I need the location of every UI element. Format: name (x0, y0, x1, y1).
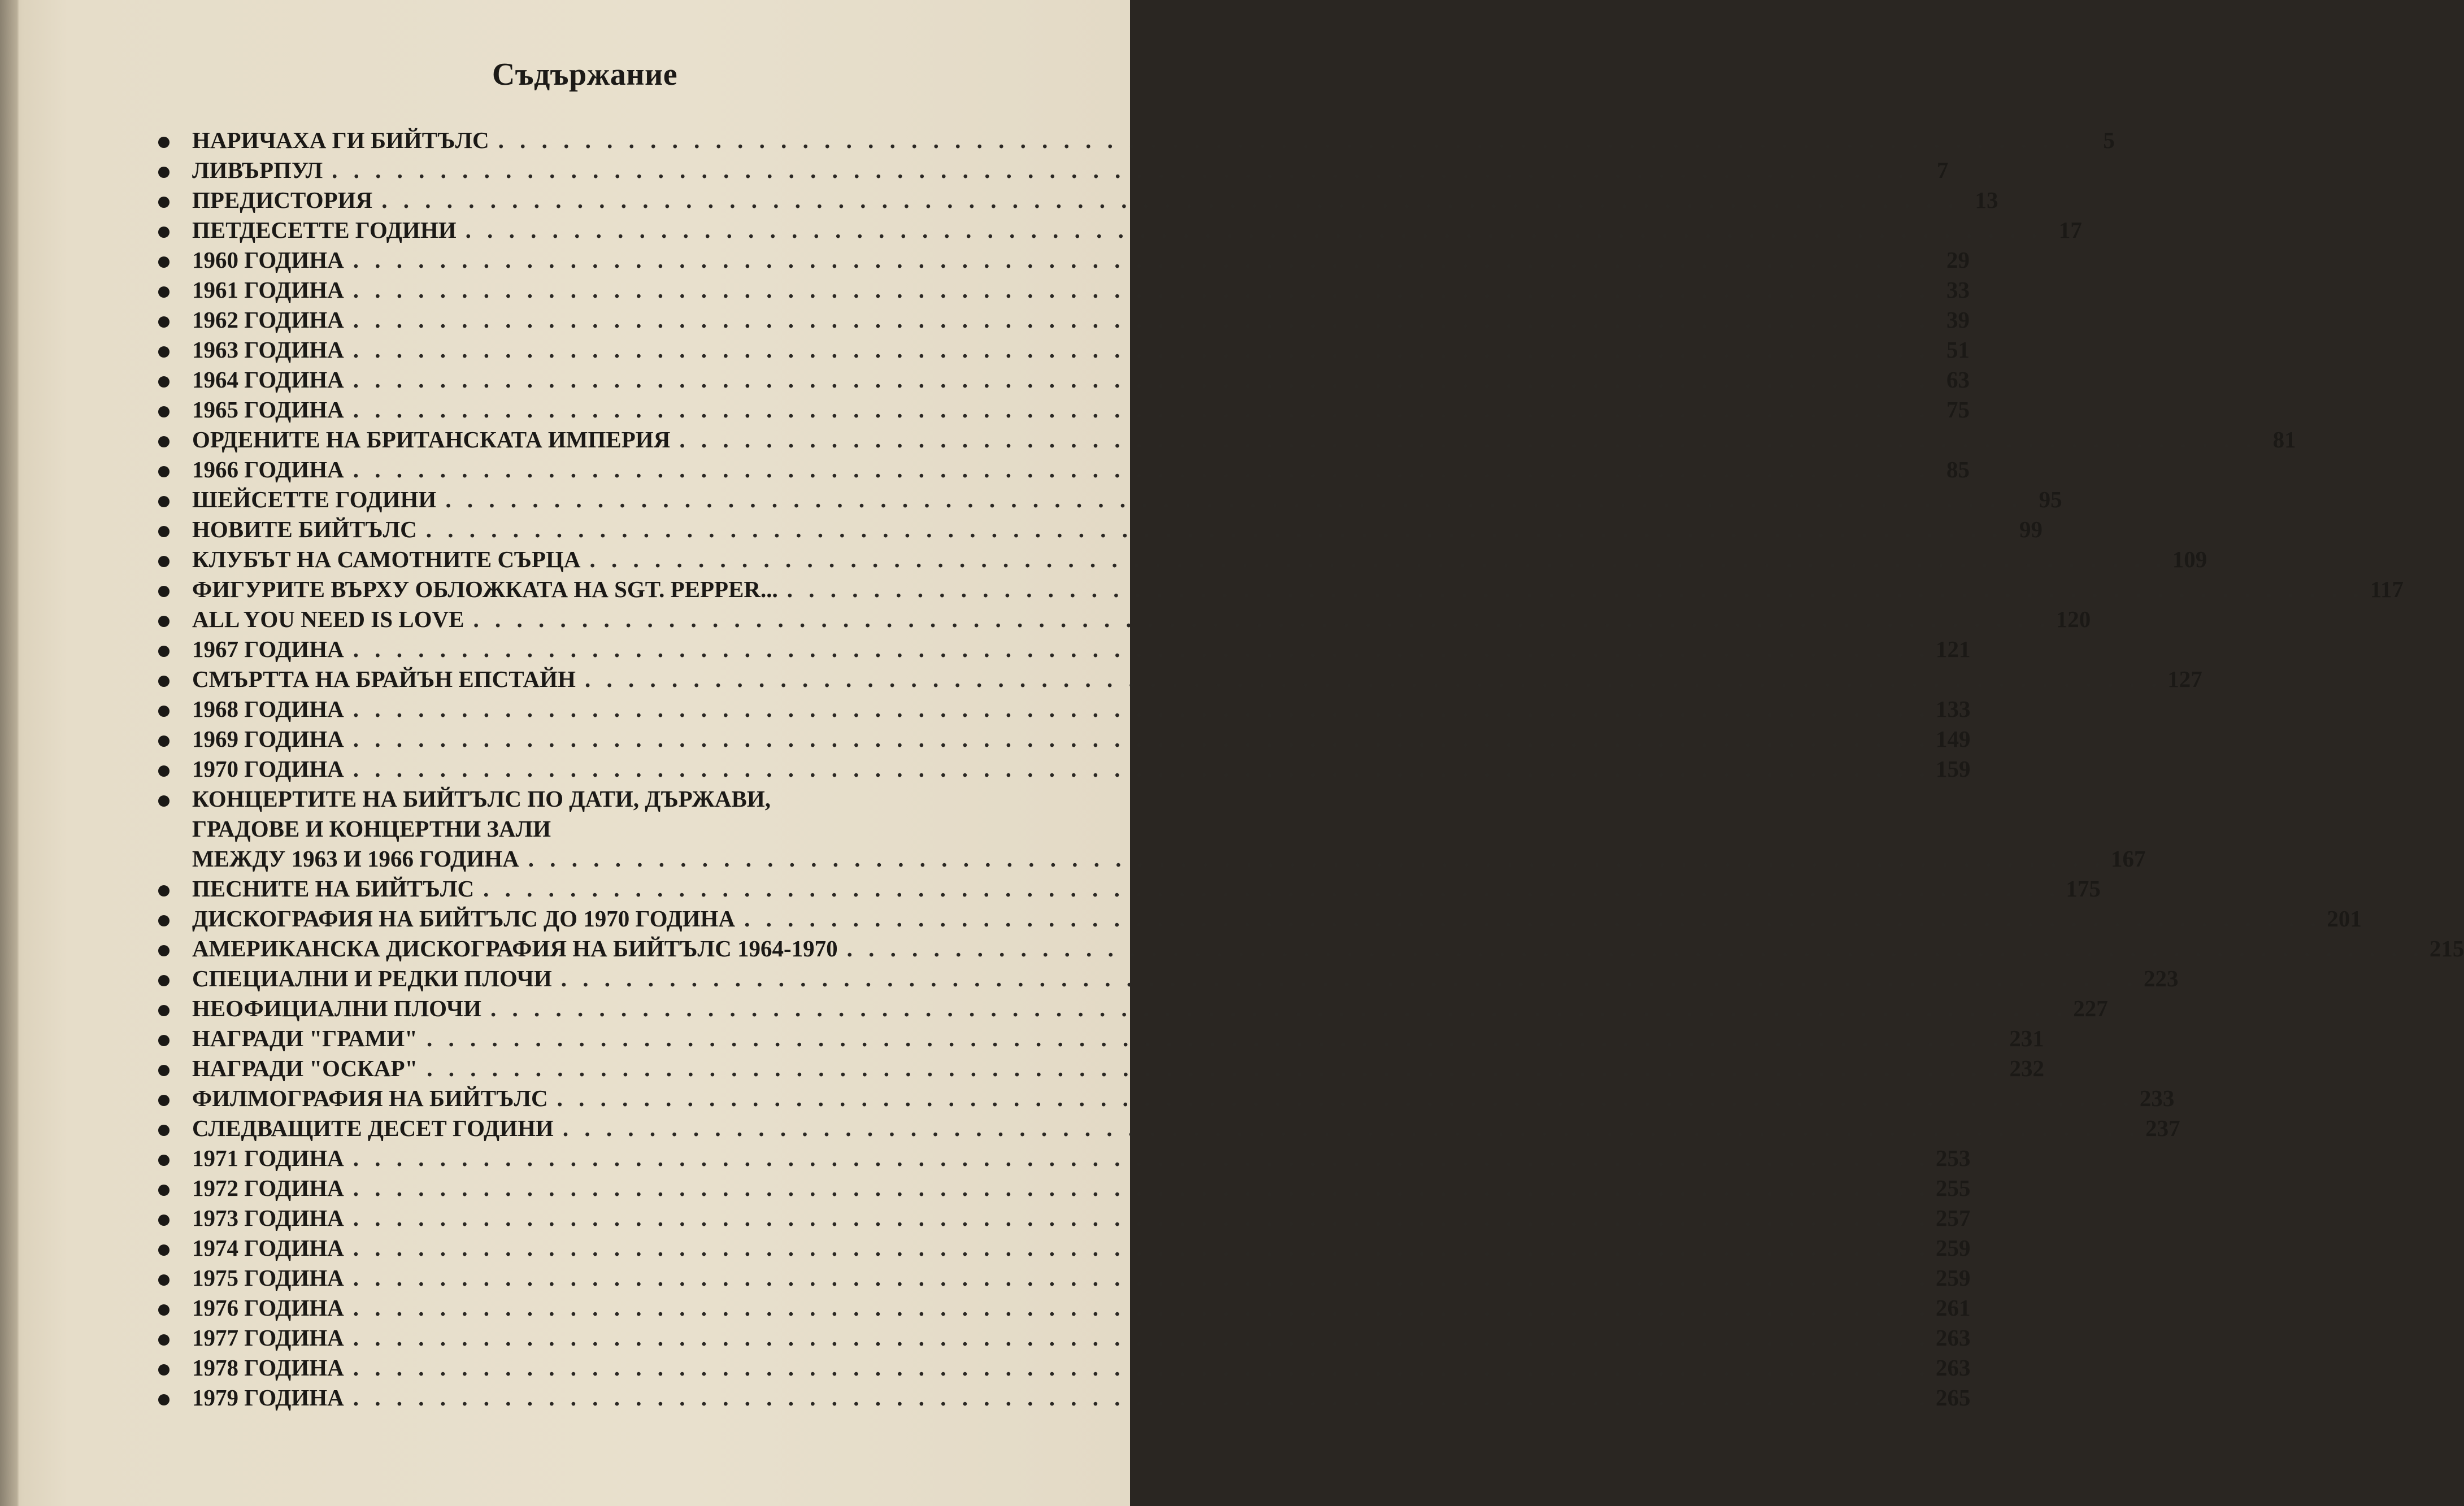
bullet-icon (158, 1125, 170, 1136)
dot-leader: . . . . . . . . . . . . . . . . . . . . . . . . . . . . . . . . . . . . . . . . . . . . . . . . . . . . . . . . . . . . . . . . . . . . . . . . . (473, 606, 2050, 632)
dot-leader: . . . . . . . . . . . . . . . . . . . . . . . . . . . . . . . . . . . . . . . . . . . . . . . . . . . . . . . . . . . . . . . . . . . . . . . . . (465, 217, 2043, 243)
dot-leader: . . . . . . . . . . . . . . . . . . . . . . . . . . . . . . . . . . . . . . . . . . . . . . . . . . . . . . . . . . . . . . . . . . . . . . . . . (353, 1325, 1931, 1351)
page-number: 99 (2019, 516, 2043, 542)
dot-leader: . . . . . . . . . . . . . . . . . . . . . . . . . . . . . . . . . . . . . . . . . . . . . . . . . . . . . . . . . . . . . . . . . . . . . . . . . (353, 756, 1931, 782)
entry-title: 1973 ГОДИНА (192, 1205, 344, 1231)
page-number: 227 (2073, 995, 2108, 1021)
toc-entry (136, 1263, 1971, 1293)
entry-title: СПЕЦИАЛНИ И РЕДКИ ПЛОЧИ (192, 965, 552, 991)
toc-entry (136, 964, 2179, 994)
toc-entry (136, 604, 2091, 634)
page-number: 7 (1936, 157, 1949, 183)
bullet-icon (158, 885, 170, 896)
bullet-icon (158, 406, 170, 417)
bullet-icon (158, 1334, 170, 1346)
bullet-icon (158, 1035, 170, 1046)
entry-title: 1966 ГОДИНА (192, 456, 344, 482)
toc-entry (136, 574, 2404, 604)
entry-title: 1972 ГОДИНА (192, 1175, 344, 1201)
bullet-icon (158, 1095, 170, 1106)
dot-leader: . . . . . . . . . . . . . . . . . . . . . . . . . . . . . . . . . . . . . . . . . . . . . . . . . . . . . . . . . . . . . . . . . . . . . . . . . (557, 1085, 2134, 1111)
toc-entry (136, 305, 1970, 335)
entry-title: 1969 ГОДИНА (192, 726, 344, 752)
entry-title: ДИСКОГРАФИЯ НА БИЙТЪЛС ДО 1970 ГОДИНА (192, 906, 736, 932)
entry-text (192, 964, 2179, 994)
dot-leader: . . . . . . . . . . . . . . . . . . . . . . . . . . . . . . . . . . . . . . . . . . . . . . . . . . . . . . . . . . . . . . . . . . . . . . . . . (426, 1025, 2004, 1051)
bullet-icon (158, 526, 170, 537)
bullet-icon (158, 1274, 170, 1286)
entry-title: ЛИВЪРПУЛ (192, 157, 323, 183)
page-number: 233 (2139, 1085, 2175, 1111)
bullet-icon (158, 1244, 170, 1256)
entry-title: ПЕСНИТЕ НА БИЙТЪЛС (192, 876, 475, 902)
bullet-icon (158, 1364, 170, 1376)
bullet-icon (158, 735, 170, 747)
page-number: 85 (1946, 456, 1970, 482)
entry-title: ПРЕДИСТОРИЯ (192, 187, 373, 213)
entry-text (192, 664, 2202, 694)
dot-leader: . . . . . . . . . . . . . . . . . . . . . . . . . . . . . . . . . . . . . . . . . . . . . . . . . . . . . . . . . . . . . . . . . . . . . . . . . (353, 1205, 1931, 1231)
dot-leader: . . . . . . . . . . . . . . . . . . . . . . . . . . . . . . . . . . . . . . . . . . . . . . . . . . . . . . . . . . . . . . . . . . . . . . . . . (744, 906, 2322, 932)
entry-text (192, 425, 2296, 455)
bullet-icon (158, 945, 170, 956)
entry-text (192, 1383, 1971, 1413)
page-number: 263 (1936, 1325, 1971, 1351)
entry-title: 1961 ГОДИНА (192, 277, 344, 303)
dot-leader: . . . . . . . . . . . . . . . . . . . . . . . . . . . . . . . . . . . . . . . . . . . . . . . . . . . . . . . . . . . . . . . . . . . . . . . . . (353, 636, 1931, 662)
toc-entry (136, 485, 2062, 515)
entry-title: НАРИЧАХА ГИ БИЙТЪЛС (192, 127, 489, 153)
page-number: 120 (2055, 606, 2091, 632)
entry-text (192, 1143, 1971, 1173)
page-number: 259 (1936, 1235, 1971, 1261)
entry-text (192, 874, 2101, 904)
bullet-icon (158, 1065, 170, 1076)
bullet-icon (158, 376, 170, 388)
entry-title: 1960 ГОДИНА (192, 247, 344, 273)
bullet-icon (158, 137, 170, 148)
bullet-icon (158, 556, 170, 567)
page-number: 81 (2272, 426, 2296, 452)
page-number: 255 (1936, 1175, 1971, 1201)
toc-entry (136, 365, 1970, 395)
page-number: 263 (1936, 1355, 1971, 1381)
dot-leader: . . . . . . . . . . . . . . . . . . . . . . . . . . . . . . . . . . . . . . . . . . . . . . . . . . . . . . . . . . . . . . . . . . . . . . . . . (584, 666, 2162, 692)
bullet-icon (158, 256, 170, 268)
dot-leader: . . . . . . . . . . . . . . . . . . . . . . . . . . . . . . . . . . . . . . . . . . . . . . . . . . . . . . . . . . . . . . . . . . . . . . . . . (353, 1235, 1931, 1261)
toc-entry (136, 724, 1971, 754)
dot-leader: . . . . . . . . . . . . . . . . . . . . . . . . . . . . . . . . . . . . . . . . . . . . . . . . . . . . . . . . . . . . . . . . . . . . . . . . . (846, 935, 2424, 961)
page-title: Съдържание (492, 57, 678, 92)
toc-entry (136, 784, 2146, 874)
entry-text (192, 1083, 2175, 1113)
entry-text (192, 305, 1970, 335)
toc-entry (136, 125, 2115, 155)
toc-entry (136, 904, 2362, 934)
dot-leader: . . . . . . . . . . . . . . . . . . . . . . . . . . . . . . . . . . . . . . . . . . . . . . . . . . . . . . . . . . . . . . . . . . . . . . . . . (353, 307, 1931, 333)
entry-text (192, 1233, 1971, 1263)
bullet-icon (158, 346, 170, 358)
page-number: 149 (1936, 726, 1971, 752)
entry-text (192, 515, 2043, 545)
toc-entry (136, 1203, 1971, 1233)
dot-leader: . . . . . . . . . . . . . . . . . . . . . . . . . . . . . . . . . . . . . . . . . . . . . . . . . . . . . . . . . . . . . . . . . . . . . . . . . (332, 157, 1909, 183)
toc-entry (136, 1293, 1971, 1323)
page-number: 51 (1946, 337, 1970, 363)
toc-entry (136, 694, 1971, 724)
bullet-icon (158, 1185, 170, 1196)
entry-text (192, 125, 2115, 155)
toc-entry (136, 1383, 1971, 1413)
bullet-icon (158, 586, 170, 597)
entry-title: 1965 ГОДИНА (192, 397, 344, 423)
page-number: 259 (1936, 1265, 1971, 1291)
entry-title: 1962 ГОДИНА (192, 307, 344, 333)
entry-title: ФИЛМОГРАФИЯ НА БИЙТЪЛС (192, 1085, 548, 1111)
dot-leader: . . . . . . . . . . . . . . . . . . . . . . . . . . . . . . . . . . . . . . . . . . . . . . . . . . . . . . . . . . . . . . . . . . . . . . . . . (353, 696, 1931, 722)
toc-entry (136, 994, 2108, 1024)
toc-entry (136, 1353, 1971, 1383)
dot-leader: . . . . . . . . . . . . . . . . . . . . . . . . . . . . . . . . . . . . . . . . . . . . . . . . . . . . . . . . . . . . . . . . . . . . . . . . . (562, 1115, 2140, 1141)
entry-text (192, 784, 2146, 874)
entry-text (192, 365, 1970, 395)
dot-leader: . . . . . . . . . . . . . . . . . . . . . . . . . . . . . . . . . . . . . . . . . . . . . . . . . . . . . . . . . . . . . . . . . . . . . . . . . (425, 516, 2003, 542)
dot-leader: . . . . . . . . . . . . . . . . . . . . . . . . . . . . . . . . . . . . . . . . . . . . . . . . . . . . . . . . . . . . . . . . . . . . . . . . . (353, 1385, 1931, 1411)
bullet-icon (158, 1155, 170, 1166)
dot-leader: . . . . . . . . . . . . . . . . . . . . . . . . . . . . . . . . . . . . . . . . . . . . . . . . . . . . . . . . . . . . . . . . . . . . . . . . . (353, 277, 1931, 303)
dot-leader: . . . . . . . . . . . . . . . . . . . . . . . . . . . . . . . . . . . . . . . . . . . . . . . . . . . . . . . . . . . . . . . . . . . . . . . . . (427, 1055, 2004, 1081)
dot-leader: . . . . . . . . . . . . . . . . . . . . . . . . . . . . . . . . . . . . . . . . . . . . . . . . . . . . . . . . . . . . . . . . . . . . . . . . . (381, 187, 1959, 213)
page-number: 215 (2429, 935, 2464, 961)
dot-leader: . . . . . . . . . . . . . . . . . . . . . . . . . . . . . . . . . . . . . . . . . . . . . . . . . . . . . . . . . . . . . . . . . . . . . . . . . (353, 1265, 1931, 1291)
entry-title: АМЕРИКАНСКА ДИСКОГРАФИЯ НА БИЙТЪЛС 1964-1970 (192, 935, 838, 961)
bullet-icon (158, 227, 170, 238)
entry-title: 1970 ГОДИНА (192, 756, 344, 782)
entry-title: 1976 ГОДИНА (192, 1295, 344, 1321)
entry-title: МЕЖДУ 1963 И 1966 ГОДИНА (192, 846, 519, 872)
page-number: 265 (1936, 1385, 1971, 1411)
entry-title: НАГРАДИ "ОСКАР" (192, 1055, 418, 1081)
dot-leader: . . . . . . . . . . . . . . . . . . . . . . . . . . . . . . . . . . . . . . . . . . . . . . . . . . . . . . . . . . . . . . . . . . . . . . . . . (353, 1295, 1931, 1321)
entry-title: 1963 ГОДИНА (192, 337, 344, 363)
bullet-icon (158, 496, 170, 507)
entry-text (192, 724, 1971, 754)
page-number: 39 (1946, 307, 1970, 333)
entry-text (192, 1054, 2044, 1083)
entry-title: ШЕЙСЕТТЕ ГОДИНИ (192, 486, 437, 512)
bullet-icon (158, 167, 170, 178)
dot-leader: . . . . . . . . . . . . . . . . . . . . . . . . . . . . . . . . . . . . . . . . . . . . . . . . . . . . . . . . . . . . . . . . . . . . . . . . . (353, 726, 1931, 752)
table-of-contents (136, 125, 2464, 1413)
toc-entry (136, 155, 1949, 185)
page-binding-edge (0, 0, 19, 1506)
entry-text (192, 934, 2464, 964)
page-number: 257 (1936, 1205, 1971, 1231)
entry-text (192, 754, 1971, 784)
bullet-icon (158, 466, 170, 477)
toc-entry (136, 1054, 2044, 1083)
entry-text (192, 485, 2062, 515)
entry-title-line: КОНЦЕРТИТЕ НА БИЙТЪЛС ПО ДАТИ, ДЪРЖАВИ, (192, 786, 771, 812)
page-number: 232 (2009, 1055, 2044, 1081)
entry-text (192, 215, 2082, 245)
entry-title: НОВИТЕ БИЙТЪЛС (192, 516, 417, 542)
bullet-icon (158, 975, 170, 986)
dot-leader: . . . . . . . . . . . . . . . . . . . . . . . . . . . . . . . . . . . . . . . . . . . . . . . . . . . . . . . . . . . . . . . . . . . . . . . . . (498, 127, 2075, 153)
page-number: 95 (2039, 486, 2062, 512)
dot-leader: . . . . . . . . . . . . . . . . . . . . . . . . . . . . . . . . . . . . . . . . . . . . . . . . . . . . . . . . . . . . . . . . . . . . . . . . . (528, 846, 2106, 872)
entry-text (192, 1113, 2180, 1143)
toc-entry (136, 1233, 1971, 1263)
entry-title-line: ГРАДОВЕ И КОНЦЕРТНИ ЗАЛИ (192, 816, 551, 842)
toc-entry (136, 185, 1998, 215)
toc-entry (136, 634, 1971, 664)
dot-leader: . . . . . . . . . . . . . . . . . . . . . . . . . . . . . . . . . . . . . . . . . . . . . . . . . . . . . . . . . . . . . . . . . . . . . . . . . (353, 247, 1931, 273)
bullet-icon (158, 436, 170, 447)
entry-text (192, 1323, 1971, 1353)
page-number: 13 (1975, 187, 1998, 213)
page-number: 159 (1936, 756, 1971, 782)
entry-title: 1967 ГОДИНА (192, 636, 344, 662)
bullet-icon (158, 646, 170, 657)
page-number: 167 (2111, 846, 2146, 872)
entry-text (192, 1024, 2044, 1054)
page-number: 29 (1946, 247, 1970, 273)
page-number: 175 (2066, 876, 2101, 902)
entry-text (192, 395, 1970, 425)
page-number: 117 (2370, 576, 2404, 602)
dot-leader: . . . . . . . . . . . . . . . . . . . . . . . . . . . . . . . . . . . . . . . . . . . . . . . . . . . . . . . . . . . . . . . . . . . . . . . . . (353, 397, 1931, 423)
entry-title: 1974 ГОДИНА (192, 1235, 344, 1261)
page-number: 237 (2145, 1115, 2180, 1141)
dot-leader: . . . . . . . . . . . . . . . . . . . . . . . . . . . . . . . . . . . . . . . . . . . . . . . . . . . . . . . . . . . . . . . . . . . . . . . . . (353, 337, 1931, 363)
page-number: 201 (2327, 906, 2362, 932)
page-number: 121 (1936, 636, 1971, 662)
dot-leader: . . . . . . . . . . . . . . . . . . . . . . . . . . . . . . . . . . . . . . . . . . . . . . . . . . . . . . . . . . . . . . . . . . . . . . . . . (560, 965, 2138, 991)
entry-text (192, 185, 1998, 215)
dot-leader: . . . . . . . . . . . . . . . . . . . . . . . . . . . . . . . . . . . . . . . . . . . . . . . . . . . . . . . . . . . . . . . . . . . . . . . . . (483, 876, 2061, 902)
entry-title: 1971 ГОДИНА (192, 1145, 344, 1171)
entry-text (192, 574, 2404, 604)
toc-entry (136, 245, 1970, 275)
toc-entry (136, 754, 1971, 784)
entry-title: ФИГУРИТЕ ВЪРХУ ОБЛОЖКАТА НА SGT. PEPPER... (192, 576, 778, 602)
toc-entry (136, 874, 2101, 904)
entry-title: 1979 ГОДИНА (192, 1385, 344, 1411)
toc-entry (136, 395, 1970, 425)
dot-leader: . . . . . . . . . . . . . . . . . . . . . . . . . . . . . . . . . . . . . . . . . . . . . . . . . . . . . . . . . . . . . . . . . . . . . . . . . (445, 486, 2023, 512)
toc-entry (136, 1173, 1971, 1203)
entry-title: 1968 ГОДИНА (192, 696, 344, 722)
toc-entry (136, 275, 1970, 305)
entry-title: 1964 ГОДИНА (192, 367, 344, 393)
toc-entry (136, 1083, 2175, 1113)
entry-text (192, 994, 2108, 1024)
toc-entry (136, 515, 2043, 545)
entry-text (192, 694, 1971, 724)
toc-entry (136, 1143, 1971, 1173)
dot-leader: . . . . . . . . . . . . . . . . . . . . . . . . . . . . . . . . . . . . . . . . . . . . . . . . . . . . . . . . . . . . . . . . . . . . . . . . . (353, 1145, 1931, 1171)
entry-title: ОРДЕНИТЕ НА БРИТАНСКАТА ИМПЕРИЯ (192, 426, 671, 452)
entry-text (192, 604, 2091, 634)
page-number: 63 (1946, 367, 1970, 393)
entry-text (192, 245, 1970, 275)
entry-text (192, 455, 1970, 485)
page-number: 75 (1946, 397, 1970, 423)
entry-title: НЕОФИЦИАЛНИ ПЛОЧИ (192, 995, 481, 1021)
page-number: 253 (1936, 1145, 1971, 1171)
bullet-icon (158, 706, 170, 717)
bullet-icon (158, 915, 170, 926)
bullet-icon (158, 1304, 170, 1316)
dot-leader: . . . . . . . . . . . . . . . . . . . . . . . . . . . . . . . . . . . . . . . . . . . . . . . . . . . . . . . . . . . . . . . . . . . . . . . . . (679, 426, 2257, 452)
page-number: 133 (1936, 696, 1971, 722)
entry-text (192, 545, 2207, 574)
entry-title: СМЪРТТА НА БРАЙЪН ЕПСТАЙН (192, 666, 576, 692)
dot-leader: . . . . . . . . . . . . . . . . . . . . . . . . . . . . . . . . . . . . . . . . . . . . . . . . . . . . . . . . . . . . . . . . . . . . . . . . . (353, 367, 1931, 393)
entry-text (192, 155, 1949, 185)
entry-text (192, 275, 1970, 305)
entry-title: ПЕТДЕСЕТТЕ ГОДИНИ (192, 217, 457, 243)
entry-title: СЛЕДВАЩИТЕ ДЕСЕТ ГОДИНИ (192, 1115, 554, 1141)
page-number: 33 (1946, 277, 1970, 303)
dot-leader: . . . . . . . . . . . . . . . . . . . . . . . . . . . . . . . . . . . . . . . . . . . . . . . . . . . . . . . . . . . . . . . . . . . . . . . . . (353, 1355, 1931, 1381)
dot-leader: . . . . . . . . . . . . . . . . . . . . . . . . . . . . . . . . . . . . . . . . . . . . . . . . . . . . . . . . . . . . . . . . . . . . . . . . . (353, 456, 1931, 482)
bullet-icon (158, 1394, 170, 1405)
entry-text (192, 1353, 1971, 1383)
entry-text (192, 634, 1971, 664)
bullet-icon (158, 795, 170, 807)
page-number: 109 (2172, 546, 2207, 572)
page-number: 127 (2167, 666, 2202, 692)
page-number: 261 (1936, 1295, 1971, 1321)
page-number: 223 (2143, 965, 2179, 991)
entry-title: ALL YOU NEED IS LOVE (192, 606, 464, 632)
bullet-icon (158, 1215, 170, 1226)
page-number: 231 (2009, 1025, 2044, 1051)
toc-entry (136, 215, 2082, 245)
entry-title: 1977 ГОДИНА (192, 1325, 344, 1351)
entry-text (192, 1203, 1971, 1233)
dot-leader: . . . . . . . . . . . . . . . . . . . . . . . . . . . . . . . . . . . . . . . . . . . . . . . . . . . . . . . . . . . . . . . . . . . . . . . . . (786, 576, 2365, 602)
toc-entry (136, 425, 2296, 455)
entry-title: НАГРАДИ "ГРАМИ" (192, 1025, 418, 1051)
bullet-icon (158, 616, 170, 627)
toc-entry (136, 455, 1970, 485)
toc-entry (136, 934, 2464, 964)
dot-leader: . . . . . . . . . . . . . . . . . . . . . . . . . . . . . . . . . . . . . . . . . . . . . . . . . . . . . . . . . . . . . . . . . . . . . . . . . (589, 546, 2167, 572)
bullet-icon (158, 316, 170, 328)
toc-entry (136, 1323, 1971, 1353)
dot-leader: . . . . . . . . . . . . . . . . . . . . . . . . . . . . . . . . . . . . . . . . . . . . . . . . . . . . . . . . . . . . . . . . . . . . . . . . . (490, 995, 2068, 1021)
page-number: 5 (2103, 127, 2115, 153)
bullet-icon (158, 765, 170, 777)
entry-text (192, 904, 2362, 934)
bullet-icon (158, 1005, 170, 1016)
toc-entry (136, 335, 1970, 365)
entry-title: 1975 ГОДИНА (192, 1265, 344, 1291)
page-number: 17 (2058, 217, 2082, 243)
toc-entry (136, 1024, 2044, 1054)
entry-title: 1978 ГОДИНА (192, 1355, 344, 1381)
entry-text (192, 1173, 1971, 1203)
bullet-icon (158, 676, 170, 687)
toc-entry (136, 664, 2202, 694)
dot-leader: . . . . . . . . . . . . . . . . . . . . . . . . . . . . . . . . . . . . . . . . . . . . . . . . . . . . . . . . . . . . . . . . . . . . . . . . . (353, 1175, 1931, 1201)
bullet-icon (158, 286, 170, 298)
bullet-icon (158, 197, 170, 208)
toc-entry (136, 545, 2207, 574)
toc-entry (136, 1113, 2180, 1143)
entry-text (192, 1263, 1971, 1293)
entry-last-line (192, 844, 2146, 874)
entry-text (192, 1293, 1971, 1323)
entry-text (192, 335, 1970, 365)
entry-title: КЛУБЪТ НА САМОТНИТЕ СЪРЦА (192, 546, 581, 572)
